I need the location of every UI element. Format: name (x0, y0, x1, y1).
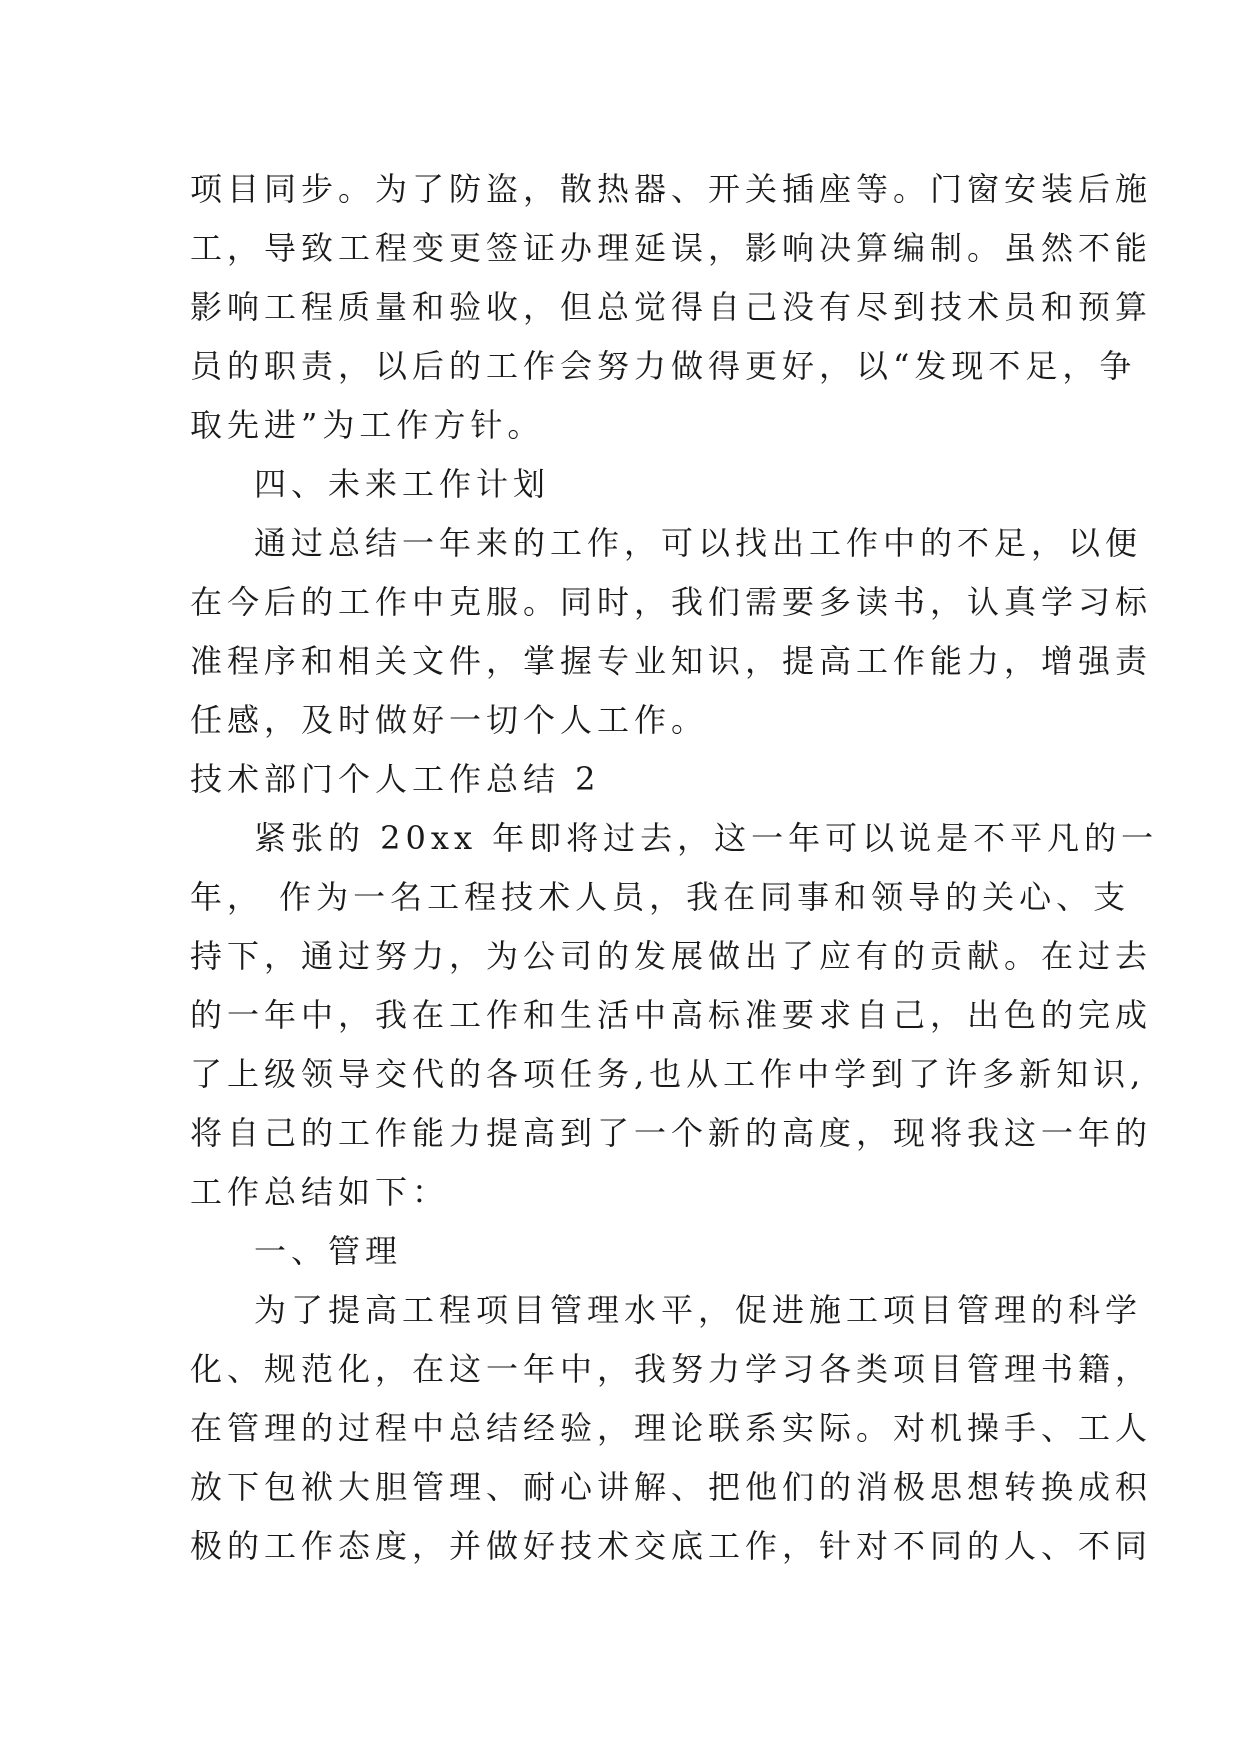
text-line: 取先进”为工作方针。 (190, 406, 545, 444)
text-line: 准程序和相关文件，掌握专业知识，提高工作能力，增强责 (190, 642, 1153, 680)
text-line: 的一年中，我在工作和生活中高标准要求自己，出色的完成 (190, 996, 1153, 1034)
text-line: 为了提高工程项目管理水平，促进施工项目管理的科学 (254, 1291, 1143, 1329)
text-line: 项目同步。为了防盗，散热器、开关插座等。门窗安装后施 (190, 170, 1153, 208)
text-line: 了上级领导交代的各项任务,也从工作中学到了许多新知识, (190, 1055, 1146, 1093)
document-title: 技术部门个人工作总结 2 (190, 760, 601, 798)
text-line: 放下包袱大胆管理、耐心讲解、把他们的消极思想转换成积 (190, 1468, 1153, 1506)
text-line: 任感，及时做好一切个人工作。 (190, 701, 709, 739)
text-line: 在今后的工作中克服。同时，我们需要多读书，认真学习标 (190, 583, 1153, 621)
text-line: 将自己的工作能力提高到了一个新的高度，现将我这一年的 (190, 1114, 1153, 1152)
text-line: 工，导致工程变更签证办理延误，影响决算编制。虽然不能 (190, 229, 1153, 267)
text-line: 通过总结一年来的工作，可以找出工作中的不足，以便 (254, 524, 1143, 562)
text-line: 化、规范化，在这一年中，我努力学习各类项目管理书籍， (190, 1350, 1153, 1388)
text-line: 紧张的 20xx 年即将过去，这一年可以说是不平凡的一 (254, 819, 1159, 857)
text-line: 员的职责，以后的工作会努力做得更好，以“发现不足，争 (190, 347, 1137, 385)
text-line: 影响工程质量和验收，但总觉得自己没有尽到技术员和预算 (190, 288, 1153, 326)
section-heading: 一、管理 (254, 1232, 403, 1270)
text-line: 极的工作态度，并做好技术交底工作，针对不同的人、不同 (190, 1527, 1153, 1565)
document-body (190, 160, 1159, 1576)
text-line: 工作总结如下： (190, 1173, 450, 1211)
text-line: 在管理的过程中总结经验，理论联系实际。对机操手、工人 (190, 1409, 1153, 1447)
text-line: 年， 作为一名工程技术人员，我在同事和领导的关心、支 (190, 878, 1131, 916)
text-line: 持下，通过努力，为公司的发展做出了应有的贡献。在过去 (190, 937, 1153, 975)
section-heading: 四、未来工作计划 (254, 465, 551, 503)
